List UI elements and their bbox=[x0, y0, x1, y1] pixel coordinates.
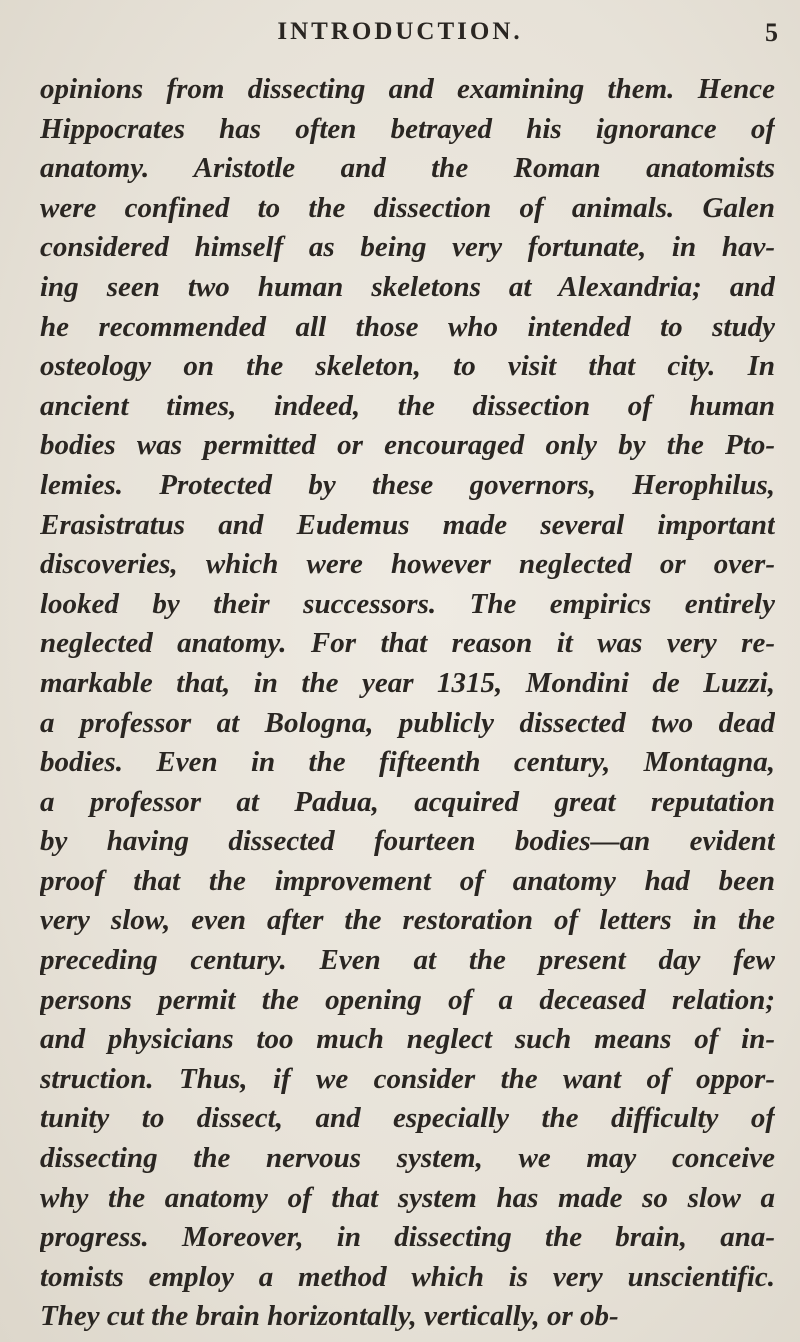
running-head: INTRODUCTION. bbox=[277, 18, 523, 45]
text-line: why the anatomy of that system has made so slow a bbox=[40, 1181, 775, 1214]
text-line: dissecting the nervous system, we may conceive bbox=[40, 1142, 775, 1175]
text-line: looked by their successors. The empirics entirely bbox=[40, 587, 775, 620]
text-line: and physicians too much neglect such means of in- bbox=[40, 1023, 775, 1056]
text-line: progress. Moreover, in dissecting the brain, ana- bbox=[40, 1221, 775, 1254]
text-line: persons permit the opening of a deceased relation; bbox=[40, 983, 775, 1016]
text-line: were confined to the dissection of animals. Galen bbox=[40, 191, 775, 224]
text-line: proof that the improvement of anatomy had been bbox=[40, 864, 775, 897]
text-line: he recommended all those who intended to study bbox=[40, 310, 775, 343]
text-line: Hippocrates has often betrayed his ignorance of bbox=[40, 112, 775, 145]
text-line: discoveries, which were however neglected or over- bbox=[40, 548, 775, 581]
text-line: ing seen two human skeletons at Alexandria; and bbox=[40, 270, 775, 303]
text-line: considered himself as being very fortunate, in hav- bbox=[40, 231, 775, 264]
page-header bbox=[0, 18, 800, 58]
text-line: preceding century. Even at the present day few bbox=[40, 944, 775, 977]
text-line: anatomy. Aristotle and the Roman anatomists bbox=[40, 152, 775, 185]
text-line: tunity to dissect, and especially the difficulty of bbox=[40, 1102, 775, 1135]
text-line: ancient times, indeed, the dissection of human bbox=[40, 389, 775, 422]
text-line: by having dissected fourteen bodies—an evident bbox=[40, 825, 775, 858]
text-line: Erasistratus and Eudemus made several important bbox=[40, 508, 775, 541]
text-line: struction. Thus, if we consider the want of oppor- bbox=[40, 1062, 775, 1095]
text-line: a professor at Bologna, publicly dissected two dead bbox=[40, 706, 775, 739]
text-line: osteology on the skeleton, to visit that city. In bbox=[40, 350, 775, 383]
text-line: They cut the brain horizontally, vertically, or ob- bbox=[40, 1300, 619, 1333]
body-paragraph bbox=[40, 70, 775, 1337]
text-line: bodies. Even in the fifteenth century, Montagna, bbox=[40, 746, 775, 779]
text-line: markable that, in the year 1315, Mondini de Luzzi, bbox=[40, 666, 775, 699]
page-number: 5 bbox=[765, 18, 778, 47]
text-line: bodies was permitted or encouraged only by the Pto- bbox=[40, 429, 775, 462]
text-line: a professor at Padua, acquired great reputation bbox=[40, 785, 775, 818]
text-line: lemies. Protected by these governors, Herophilus, bbox=[40, 468, 775, 501]
text-line: very slow, even after the restoration of letters in the bbox=[40, 904, 775, 937]
text-line: opinions from dissecting and examining them. Hence bbox=[40, 73, 775, 105]
text-line: tomists employ a method which is very unscientific. bbox=[40, 1260, 775, 1293]
text-line: neglected anatomy. For that reason it was very re- bbox=[40, 627, 775, 660]
